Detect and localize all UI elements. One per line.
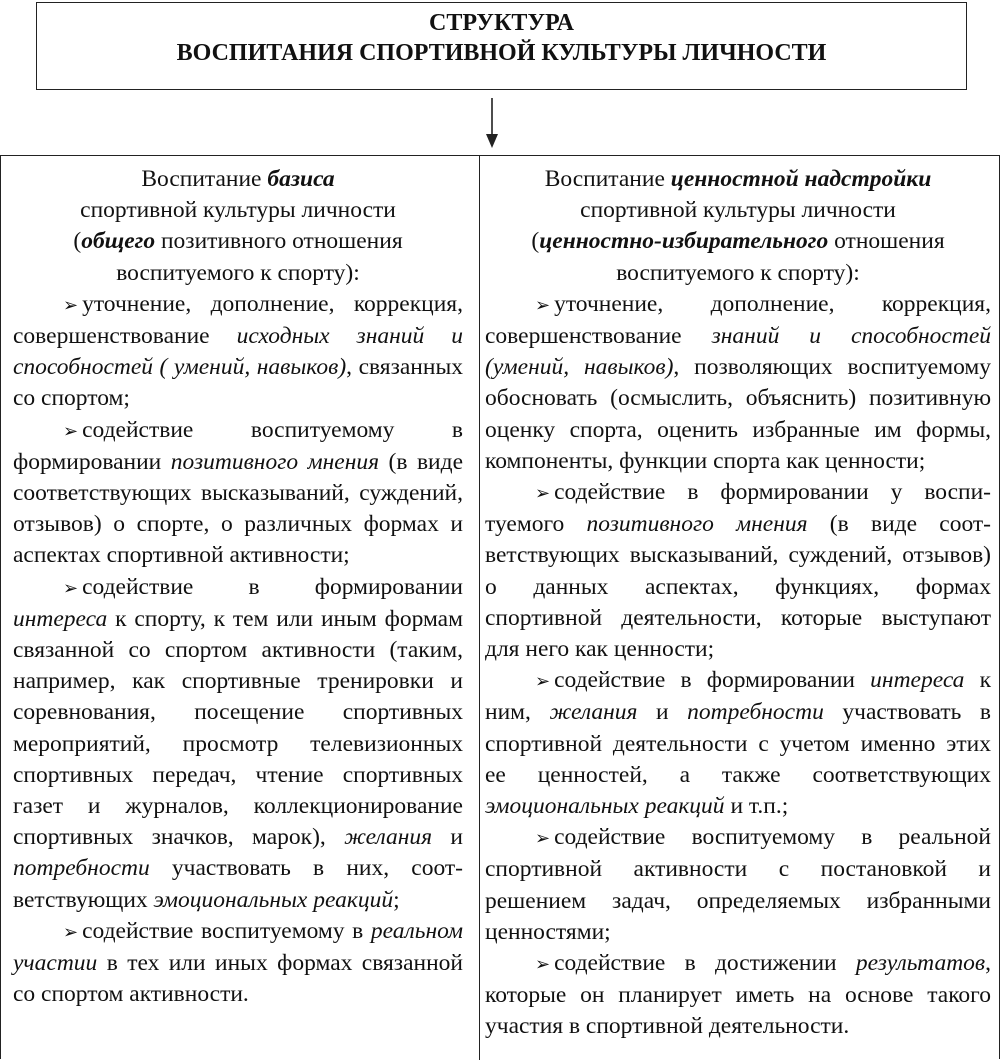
bullet-arrow-icon: ➢ xyxy=(63,577,79,599)
right-heading-line3-emphasis: ценностно-избирательного xyxy=(539,228,829,255)
item-text: содействие в формировании xyxy=(554,667,871,694)
list-item xyxy=(13,916,463,1011)
item-text: содействие в формировании у воспитуемого xyxy=(485,479,991,538)
bullet-arrow-icon: ➢ xyxy=(63,921,79,943)
emphasis-text: интереса xyxy=(13,605,108,632)
item-text: уточнение, дополнение, коррекция, совершенствование xyxy=(485,290,991,350)
left-item-list xyxy=(13,289,463,1011)
item-text: , которые он планирует иметь на основе такого участия в спортивной деятельности. xyxy=(485,950,991,1040)
left-column-heading: Воспитание базиса спортивной культуры личности (общего позитивного отношения воспитуемого к спорту): xyxy=(13,164,463,289)
bullet-arrow-icon: ➢ xyxy=(63,294,79,316)
emphasis-text: потребности xyxy=(687,699,824,726)
bullet-arrow-icon: ➢ xyxy=(535,954,551,976)
title-line-2: ВОСПИТАНИЯ СПОРТИВНОЙ КУЛЬТУРЫ ЛИЧНОСТИ xyxy=(176,40,827,66)
item-text: содействие воспитуемому в формировании xyxy=(13,416,463,475)
left-heading-line2: спортивной культуры личности xyxy=(80,197,396,224)
right-heading-line4: воспитуемого к спорту): xyxy=(616,259,860,286)
emphasis-text: желания xyxy=(549,699,638,726)
item-text: ; xyxy=(393,886,400,913)
structure-table xyxy=(0,155,1000,1059)
emphasis-text: исходных знаний и способностей ( умений, навыков) xyxy=(13,323,463,381)
emphasis-text: желания xyxy=(344,824,433,851)
item-text: и xyxy=(432,824,464,851)
emphasis-text: эмоциональных реакций xyxy=(153,886,394,913)
emphasis-text: позитивного мнения xyxy=(170,448,380,475)
bullet-arrow-icon: ➢ xyxy=(63,420,79,442)
item-text: участвовать в спортивной деятельности с учетом именно этих ее ценностей, а также соответствующих xyxy=(485,699,991,788)
list-item xyxy=(485,477,991,665)
emphasis-text: интереса xyxy=(870,667,965,694)
column-divider xyxy=(479,156,480,1060)
item-text: содействие воспитуемому в xyxy=(82,917,371,944)
bullet-arrow-icon: ➢ xyxy=(535,671,551,693)
emphasis-text: эмоциональных реакций xyxy=(485,793,725,820)
title-box xyxy=(36,2,967,90)
right-column-heading: Воспитание ценностной надстройки спортивной культуры личности (ценностно-избирательного отношения воспитуемого к спорту): xyxy=(485,164,991,289)
list-item xyxy=(13,572,463,916)
emphasis-text: позитивного мнения xyxy=(586,511,808,538)
item-text: , связанных со спортом; xyxy=(13,354,463,412)
list-item xyxy=(13,415,463,572)
emphasis-text: реальном участии xyxy=(13,917,463,977)
list-item xyxy=(485,948,991,1043)
title-line-1: СТРУКТУРА xyxy=(429,10,574,36)
item-text: (в виде соответствующих высказываний, суждений, отзывов) о спорте, о различных формах и аспектах спортивной активности; xyxy=(13,448,464,569)
emphasis-text: результатов xyxy=(855,950,986,977)
list-item xyxy=(485,289,991,477)
list-item xyxy=(485,822,991,948)
bullet-arrow-icon: ➢ xyxy=(535,828,551,850)
item-text: и xyxy=(637,699,688,726)
bullet-arrow-icon: ➢ xyxy=(535,294,551,316)
list-item xyxy=(485,665,991,822)
emphasis-text: потребности xyxy=(13,855,150,882)
emphasis-text: знаний и способностей (умений, навыков) xyxy=(485,323,992,381)
right-column xyxy=(485,164,991,1043)
right-heading-emphasis: ценностной надстройки xyxy=(670,166,932,192)
left-heading-line4: воспитуемого к спорту): xyxy=(116,259,360,286)
item-text: уточнение, дополнение, коррекция, совершенствование xyxy=(13,290,463,350)
item-text: содействие в формировании xyxy=(82,573,463,600)
bullet-arrow-icon: ➢ xyxy=(535,483,551,505)
list-item xyxy=(13,289,463,415)
item-text: (в виде соответствующих высказываний, суждений, отзывов) о данных аспектах, функциях, формах спортивной деятельности, которые выступают для него как ценности; xyxy=(485,511,991,663)
left-heading-emphasis: базиса xyxy=(267,166,335,192)
item-text: участвовать в них, соответствующих xyxy=(13,855,463,913)
item-text: и т.п.; xyxy=(724,793,789,820)
left-column xyxy=(13,164,463,1010)
down-arrow-icon xyxy=(482,98,502,150)
item-text: к спорту, к тем или иным формам связанной со спортом активности (таким, например, как спортивные тренировки и соревнования, посещение спортивных мероприятий, просмотр телевизионных спортивных передач, чтение спортивных газет и журналов, коллекционирование спортивных значков, марок), xyxy=(13,605,463,851)
item-text: к ним, xyxy=(485,667,991,726)
item-text: содействие воспитуемому в реальной спортивной активности с постановкой и решением задач, определяемых избранными ценностями; xyxy=(485,824,991,945)
right-heading-line2: спортивной культуры личности xyxy=(580,197,896,224)
left-heading-line3-emphasis: общего xyxy=(81,228,156,255)
item-text: , позволяющих воспитуемому обосновать (осмыслить, объяснить) позитивную оценку спорта, оценить избранные им формы, компоненты, функции спорта как ценности; xyxy=(485,354,991,474)
item-text: содействие в достижении xyxy=(554,950,856,977)
right-item-list xyxy=(485,289,991,1043)
item-text: в тех или иных формах связанной со спортом активности. xyxy=(13,950,463,1008)
